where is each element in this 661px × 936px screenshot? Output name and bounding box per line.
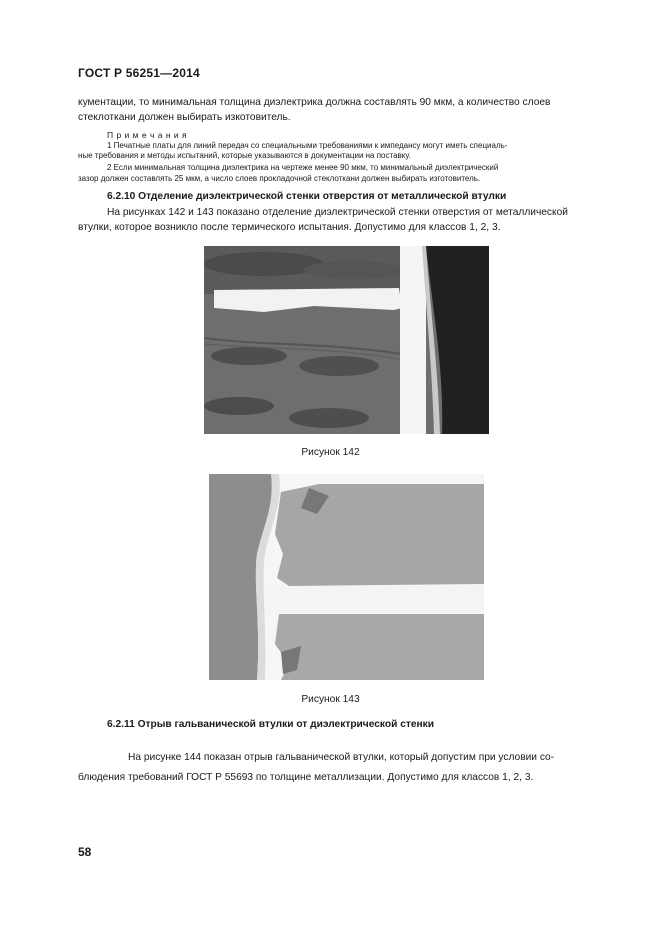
- note-1-line-2: ные требования и методы испытаний, которые указываются в документации на поставку.: [78, 151, 411, 160]
- section-6-2-11-line-2: блюдения требований ГОСТ Р 55693 по толщине металлизации. Допустимо для классов 1, 2, 3.: [78, 772, 534, 783]
- figure-143-caption: Рисунок 143: [301, 694, 360, 705]
- intro-line-1: кументации, то минимальная толщина диэлектрика должна составлять 90 мкм, а количество слоев: [78, 97, 551, 108]
- notes-title: П р и м е ч а н и я: [107, 130, 188, 140]
- intro-line-2: стеклоткани должен выбирать изкотовитель.: [78, 112, 291, 123]
- section-6-2-10-line-2: втулки, которое возникло после термического испытания. Допустимо для классов 1, 2, 3.: [78, 222, 501, 233]
- note-2-line-2: зазор должен составлять 25 мкм, а число слоев прокладочной стеклоткани должен выбирать изготовитель.: [78, 174, 481, 183]
- figure-142-caption: Рисунок 142: [301, 447, 360, 458]
- figure-142-image: [204, 246, 489, 434]
- document-header: ГОСТ Р 56251—2014: [78, 66, 200, 80]
- section-6-2-11-line-1: На рисунке 144 показан отрыв гальванической втулки, который допустим при условии со-: [128, 752, 555, 763]
- section-6-2-10-line-1: На рисунках 142 и 143 показано отделение диэлектрической стенки отверстия от металлической: [107, 207, 568, 218]
- page-number: 58: [78, 845, 92, 859]
- figure-143-image: [209, 474, 484, 680]
- section-6-2-10-heading: 6.2.10 Отделение диэлектрической стенки отверстия от металлической втулки: [107, 191, 507, 202]
- note-1-line-1: 1 Печатные платы для линий передач со специальными требованиями к импедансу могут иметь специаль-: [107, 141, 508, 150]
- note-2-line-1: 2 Если минимальная толщина диэлектрика на чертеже менее 90 мкм, то минимальный диэлектрический: [107, 163, 499, 172]
- section-6-2-11-heading: 6.2.11 Отрыв гальванической втулки от диэлектрической стенки: [107, 719, 435, 730]
